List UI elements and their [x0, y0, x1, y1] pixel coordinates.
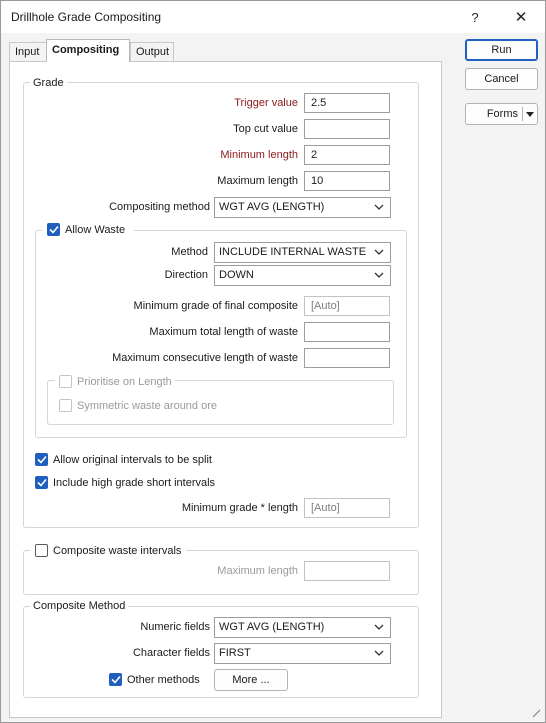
waste-method-label: Method [171, 246, 208, 258]
numeric-fields-label: Numeric fields [140, 621, 210, 633]
direction-select[interactable] [214, 265, 391, 286]
grade-group-legend: Grade [30, 77, 67, 89]
numeric-fields-value: WGT AVG (LENGTH) [219, 621, 325, 633]
include-high-grade-label: Include high grade short intervals [53, 477, 216, 489]
direction-label: Direction [164, 269, 208, 281]
help-button[interactable]: ? [471, 9, 479, 25]
min-grade-length-label: Minimum grade * length [181, 502, 298, 514]
maximum-length-input[interactable]: 10 [304, 171, 390, 191]
trigger-value-label: Trigger value [234, 97, 298, 109]
forms-split-button[interactable] [465, 103, 538, 125]
waste-method-value: INCLUDE INTERNAL WASTE [219, 246, 367, 258]
forms-button[interactable]: Forms [486, 108, 518, 120]
chevron-down-icon [374, 243, 384, 262]
symmetric-label: Symmetric waste around ore [77, 400, 217, 412]
direction-value: DOWN [219, 269, 254, 281]
tab-output[interactable]: Output [130, 42, 174, 61]
character-fields-value: FIRST [219, 647, 251, 659]
allow-split-checkbox[interactable] [35, 453, 48, 466]
include-high-grade-checkbox[interactable] [35, 476, 48, 489]
title-bar [1, 1, 545, 33]
min-grade-final-label: Minimum grade of final composite [133, 300, 298, 312]
run-button[interactable]: Run [465, 39, 538, 61]
tab-input[interactable]: Input [9, 42, 47, 61]
character-fields-label: Character fields [132, 647, 210, 659]
character-fields-select[interactable] [214, 643, 391, 664]
cancel-button[interactable]: Cancel [465, 68, 538, 90]
allow-waste-text: Allow Waste [65, 224, 126, 236]
prioritise-checkbox[interactable] [59, 375, 72, 388]
chevron-down-icon [374, 266, 384, 285]
prioritise-label: Prioritise on Length [77, 376, 172, 388]
maximum-length-label: Maximum length [217, 175, 298, 187]
tab-panel-compositing [9, 61, 442, 718]
caret-down-icon[interactable] [523, 104, 537, 124]
minimum-length-label: Minimum length [220, 149, 298, 161]
resize-grip-icon[interactable] [531, 708, 541, 718]
composite-waste-checkbox[interactable] [35, 544, 48, 557]
symmetric-checkbox[interactable] [59, 399, 72, 412]
min-grade-final-input[interactable] [304, 296, 390, 316]
other-methods-checkbox[interactable] [109, 673, 122, 686]
top-cut-label: Top cut value [233, 123, 298, 135]
allow-split-label: Allow original intervals to be split [53, 454, 212, 466]
chevron-down-icon [374, 198, 384, 217]
max-consecutive-waste-input[interactable] [304, 348, 390, 368]
window-title: Drillhole Grade Compositing [11, 10, 162, 24]
min-grade-length-input[interactable] [304, 498, 390, 518]
close-button[interactable]: ✕ [514, 9, 528, 26]
more-button[interactable]: More ... [214, 669, 288, 691]
other-methods-label: Other methods [127, 674, 200, 686]
allow-waste-check[interactable] [47, 223, 60, 236]
max-total-waste-label: Maximum total length of waste [149, 326, 298, 338]
compositing-method-label: Compositing method [109, 201, 210, 213]
numeric-fields-select[interactable] [214, 617, 391, 638]
compositing-method-value: WGT AVG (LENGTH) [219, 201, 325, 213]
min-grade-final-placeholder: [Auto] [311, 300, 340, 312]
composite-waste-label: Composite waste intervals [53, 545, 182, 557]
trigger-value-input[interactable]: 2.5 [304, 93, 390, 113]
waste-method-select[interactable] [214, 242, 391, 263]
max-total-waste-input[interactable] [304, 322, 390, 342]
tab-compositing[interactable]: Compositing [46, 39, 130, 62]
chevron-down-icon [374, 644, 384, 663]
minimum-length-input[interactable]: 2 [304, 145, 390, 165]
waste-max-length-input[interactable] [304, 561, 390, 581]
compositing-method-select[interactable] [214, 197, 391, 218]
top-cut-input[interactable] [304, 119, 390, 139]
chevron-down-icon [374, 618, 384, 637]
composite-method-legend: Composite Method [30, 600, 128, 612]
waste-max-length-label: Maximum length [217, 565, 298, 577]
max-consecutive-waste-label: Maximum consecutive length of waste [112, 352, 298, 364]
min-grade-length-placeholder: [Auto] [311, 502, 340, 514]
